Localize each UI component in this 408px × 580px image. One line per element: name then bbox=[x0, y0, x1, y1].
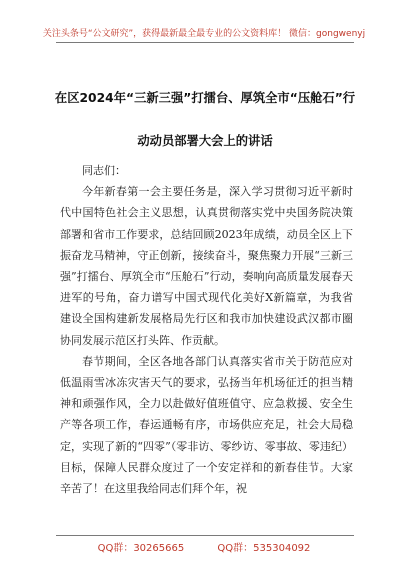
header-divider bbox=[56, 42, 354, 43]
footer bbox=[0, 539, 408, 554]
footer-qq-group-2: QQ群：535304092 bbox=[217, 543, 311, 554]
document-title-line-1: 在区2024年“三新三强”打擂台、厚筑全市“压舱石”行 bbox=[54, 91, 356, 105]
salutation: 同志们： bbox=[82, 164, 126, 177]
paragraph-1: 今年新春第一会主要任务是，深入学习贯彻习近平新时代中国特色社会主义思想，认真贯彻落实党中央国务院决策部署和省市工作要求，总结回顾2023年成绩，动员全区上下振奋龙马精神，守正创新，接续奋斗，聚焦聚力开展“三新三强”打擂台、厚筑全市“压舱石”行动，奏响向高质量发展春天进军的号角，奋力谱写中国式现代化美好X新篇章，为我省建设全国构建新发展格局先行区和我市加快建设武汉都市圈协同发展示范区打头阵、作贡献。 bbox=[60, 185, 353, 347]
document-title-line-2: 动动员部署大会上的讲话 bbox=[137, 134, 273, 148]
footer-qq-group-1: QQ群：30265665 bbox=[97, 543, 185, 554]
footer-divider bbox=[56, 535, 354, 536]
header-banner: 关注头条号“公文研究”，获得最新最全最专业的公文资料库！ 微信：gongwenyj bbox=[42, 29, 366, 39]
document-body bbox=[60, 160, 353, 499]
paragraph-2: 春节期间，全区各地各部门认真落实省市关于防范应对低温雨雪冰冻灾害天气的要求，弘扬当年机场征迁的担当精神和顽强作风，全力以赴做好值班值守、应急救援、安全生产等各项工作，春运通畅有序，市场供应充足，社会大局稳定，实现了新的“四零”（零非访、零纱访、零事故、零违纪）目标，保障人民群众度过了一个安定祥和的新春佳节。大家辛苦了！在这里我给同志们拜个年，祝 bbox=[60, 354, 353, 496]
